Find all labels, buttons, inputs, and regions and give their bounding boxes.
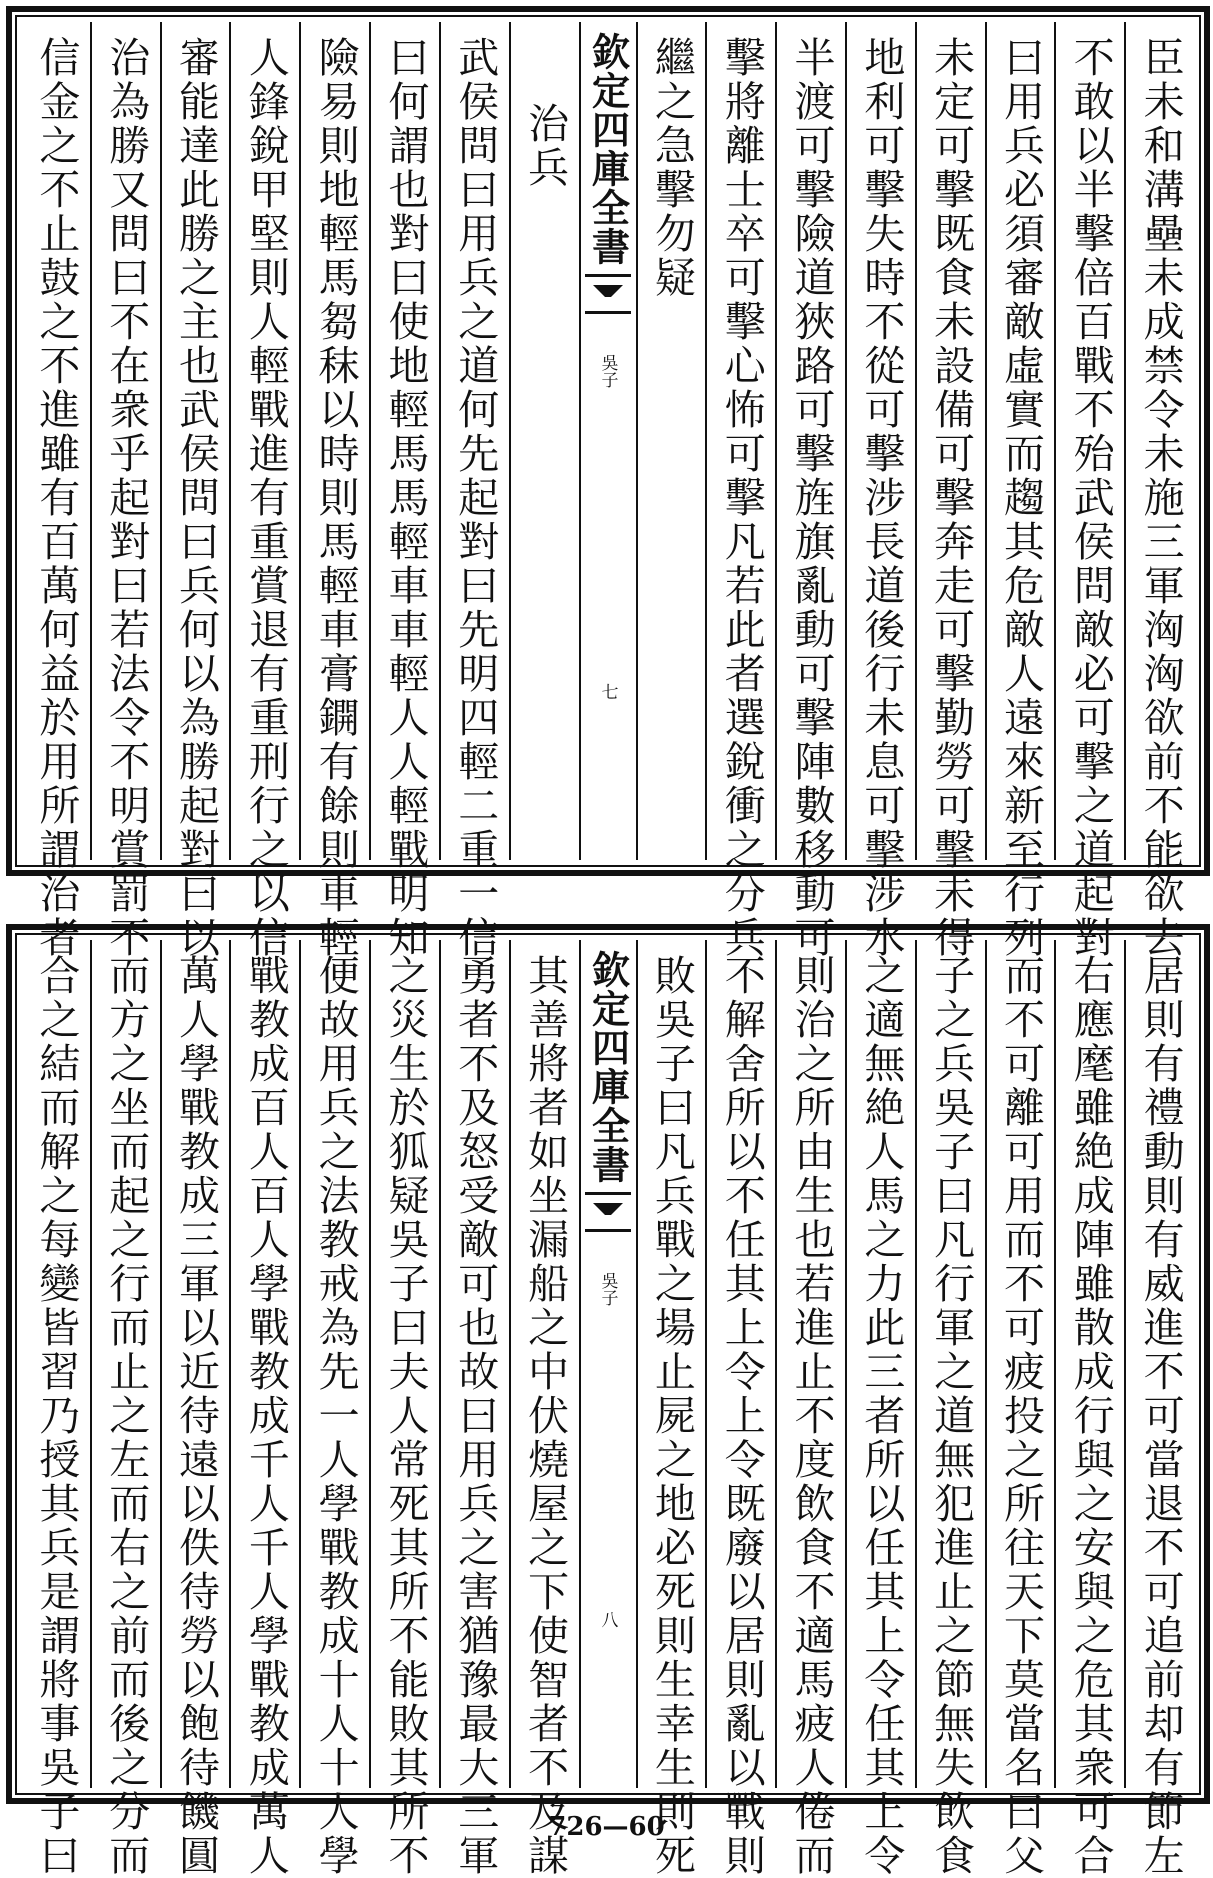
text-column [845, 22, 915, 960]
column-text: 審能達此勝之主也武侯問曰兵何以為勝起對曰以 [172, 36, 221, 960]
center-fold [579, 940, 636, 1788]
text-column [369, 22, 439, 960]
text-column [90, 22, 160, 960]
column-text: 其善將者如坐漏船之中伏燒屋之下使智者不及謀 [521, 954, 570, 1878]
text-column [705, 940, 775, 1878]
column-text: 曰用兵必須審敵虛實而趨其危敵人遠來新至行列 [996, 36, 1045, 960]
center-fold [579, 22, 636, 860]
column-text: 臣未和溝壘未成禁令未施三軍洶洶欲前不能欲去 [1136, 36, 1185, 960]
text-column [22, 940, 90, 1878]
top-page-columns [22, 22, 1194, 960]
book-title: 欽定四庫全書 [585, 950, 631, 1184]
page-number: 七 [597, 683, 618, 700]
section-heading: 治兵 [521, 102, 570, 190]
top-page-frame [6, 6, 1210, 960]
chapter-label: 吳子 [597, 1272, 618, 1306]
column-text: 萬人學戰教成三軍以近待遠以佚待勞以飽待饑圓 [172, 954, 221, 1878]
text-column [22, 22, 90, 960]
text-column [636, 22, 706, 860]
text-column [915, 22, 985, 960]
text-column [229, 940, 299, 1878]
column-text: 不敢以半擊倍百戰不殆武侯問敵必可擊之道起對 [1066, 36, 1115, 960]
column-text: 則治之所由生也若進止不度飲食不適馬疲人倦而 [787, 954, 836, 1878]
text-column [985, 22, 1055, 960]
column-text: 不解舍所以不任其上令上令既廢以居則亂以戰則 [717, 954, 766, 1878]
text-column [985, 940, 1055, 1878]
text-column [915, 940, 985, 1878]
column-text: 便故用兵之法教戒為先一人學戰教成十人十人學 [311, 954, 360, 1878]
column-text: 子之兵吳子曰凡行軍之道無犯進止之節無失飲食 [927, 954, 976, 1878]
column-text: 而方之坐而起之行而止之左而右之前而後之分而 [102, 954, 151, 1878]
column-text: 而不可離可用而不可疲投之所往天下莫當名曰父 [996, 954, 1045, 1878]
text-column [775, 22, 845, 960]
column-text: 治為勝又問曰不在衆乎起對曰若法令不明賞罰不 [102, 36, 151, 960]
column-text: 戰教成百人百人學戰教成千人千人學戰教成萬人 [241, 954, 290, 1878]
text-column [705, 22, 775, 960]
text-column [1124, 22, 1194, 960]
text-column [160, 940, 230, 1878]
column-text: 繼之急擊勿疑 [647, 36, 696, 300]
column-text: 未定可擊既食未設備可擊奔走可擊勤勞可擊未得 [927, 36, 976, 960]
book-title: 欽定四庫全書 [585, 32, 631, 266]
column-text: 半渡可擊險道狹路可擊旌旗亂動可擊陣數移動可 [787, 36, 836, 960]
text-column [369, 940, 439, 1878]
column-text: 地利可擊失時不從可擊涉長道後行未息可擊涉水 [857, 36, 906, 960]
column-text: 險易則地輕馬芻秣以時則馬輕車膏鐦有餘則車輕 [311, 36, 360, 960]
text-column [636, 940, 706, 1878]
text-column [229, 22, 299, 960]
text-column [1054, 22, 1124, 960]
column-text: 之災生於狐疑吳子曰夫人常死其所不能敗其所不 [381, 954, 430, 1878]
column-text: 武侯問曰用兵之道何先起對曰先明四輕二重一信 [451, 36, 500, 960]
fish-tail-mark-icon [585, 274, 631, 314]
column-text: 勇者不及怒受敵可也故曰用兵之害猶豫最大三軍 [451, 954, 500, 1878]
text-column [1054, 940, 1124, 1878]
column-text: 敗吳子曰凡兵戰之場止屍之地必死則生幸生則死 [647, 954, 696, 1878]
column-text: 合之結而解之每變皆習乃授其兵是謂將事吳子曰 [32, 954, 81, 1878]
page-number: 八 [597, 1611, 618, 1628]
text-column [845, 940, 915, 1878]
text-column [160, 22, 230, 960]
text-column [509, 940, 579, 1878]
text-column [775, 940, 845, 1878]
volume-page-footer: 726—60 [548, 1812, 665, 1842]
text-column [439, 940, 509, 1878]
section-heading-column [509, 22, 579, 860]
column-text: 之適無絶人馬之力此三者所以任其上令任其上令 [857, 954, 906, 1878]
column-text: 擊將離士卒可擊心怖可擊凡若此者選銳衝之分兵 [717, 36, 766, 960]
column-text: 右應麾雖絶成陣雖散成行與之安與之危其衆可合 [1066, 954, 1115, 1878]
text-column [299, 940, 369, 1878]
column-text: 信金之不止鼓之不進雖有百萬何益於用所謂治者 [32, 36, 81, 960]
text-column [1124, 940, 1194, 1878]
chapter-label: 吳子 [597, 354, 618, 388]
column-text: 人鋒銳甲堅則人輕戰進有重賞退有重刑行之以信 [241, 36, 290, 960]
column-text: 居則有禮動則有威進不可當退不可追前却有節左 [1136, 954, 1185, 1878]
text-column [299, 22, 369, 960]
column-text: 曰何謂也對曰使地輕馬馬輕車車輕人人輕戰明知 [381, 36, 430, 960]
text-column [439, 22, 509, 960]
fish-tail-mark-icon [585, 1192, 631, 1232]
text-column [90, 940, 160, 1878]
